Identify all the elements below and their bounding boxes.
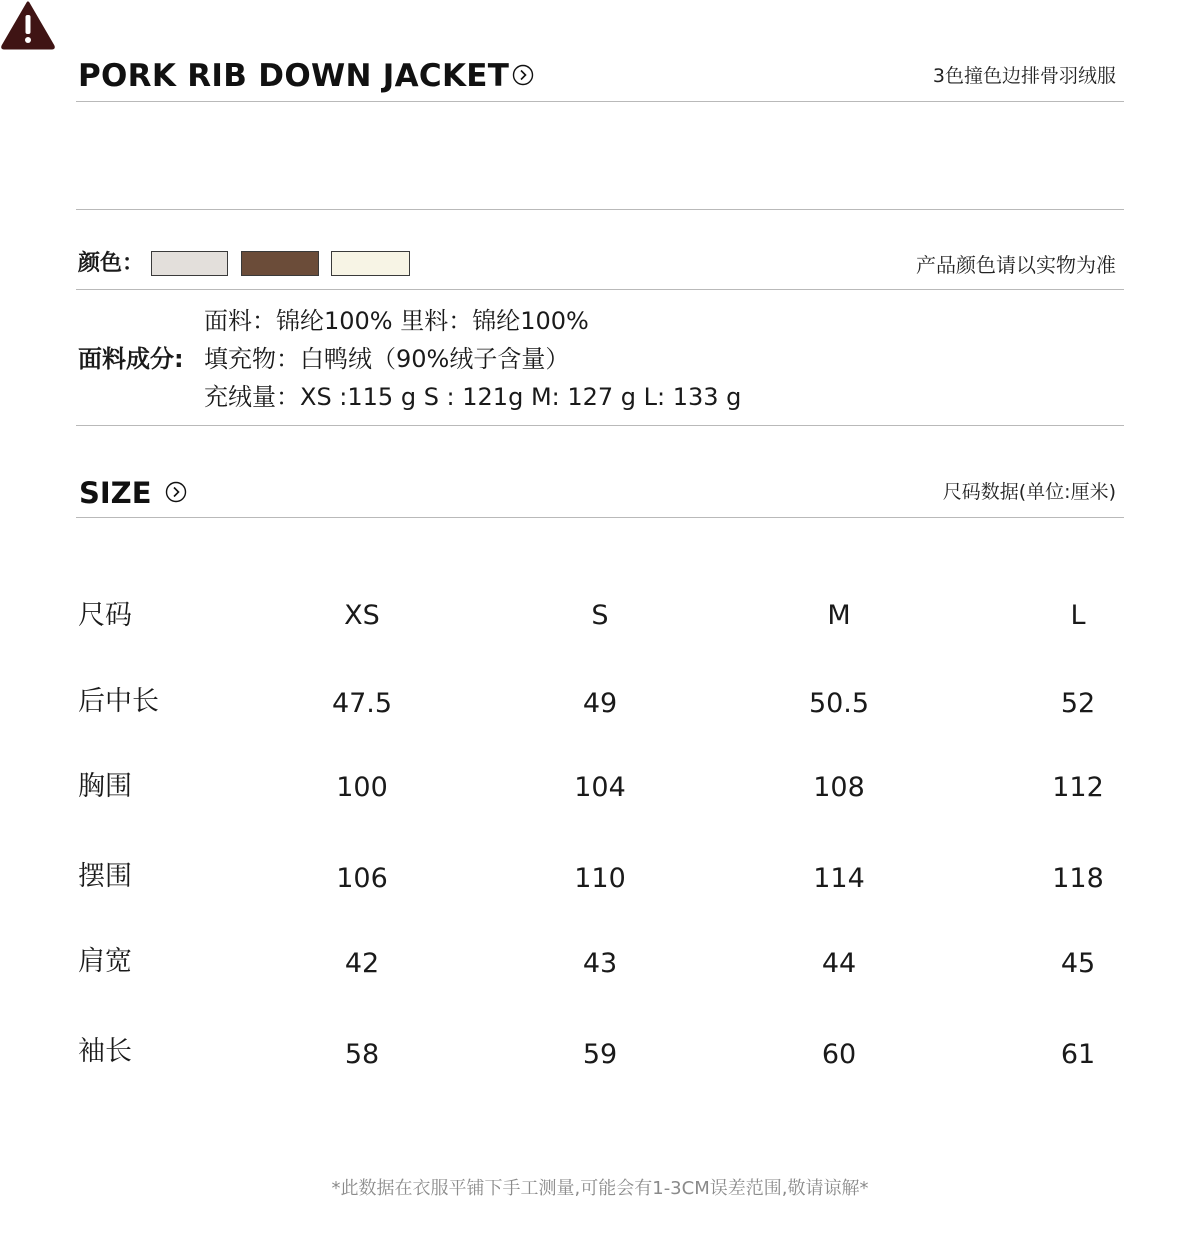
color-label: 颜色： — [78, 251, 145, 276]
table-cell: 47.5 — [331, 688, 393, 719]
size-header-l: L — [1070, 600, 1086, 631]
table-cell: 110 — [574, 863, 626, 894]
table-cell: 100 — [336, 772, 388, 803]
divider — [76, 289, 1124, 290]
product-subtitle: 3色撞色边排骨羽绒服 — [932, 65, 1116, 87]
divider — [76, 101, 1124, 102]
color-swatch-light-gray[interactable] — [151, 251, 228, 276]
row-label-sleeve: 袖长 — [78, 1036, 132, 1067]
table-cell: 42 — [344, 948, 380, 979]
table-cell: 60 — [821, 1039, 857, 1070]
table-cell: 108 — [813, 772, 865, 803]
color-swatch-cream[interactable] — [331, 251, 410, 276]
measurement-disclaimer: *此数据在衣服平铺下手工测量,可能会有1-3CM误差范围,敬请谅解* — [331, 1178, 869, 1199]
table-cell: 43 — [582, 948, 618, 979]
circle-chevron-right-icon — [165, 481, 187, 503]
table-cell: 118 — [1052, 863, 1104, 894]
size-header-m: M — [827, 600, 851, 631]
row-label-hem: 摆围 — [78, 861, 132, 892]
row-label-chest: 胸围 — [78, 771, 132, 802]
table-cell: 44 — [821, 948, 857, 979]
table-cell: 45 — [1060, 948, 1096, 979]
material-label: 面料成分: — [78, 345, 184, 373]
warning-triangle-icon — [0, 0, 56, 50]
divider — [76, 209, 1124, 210]
table-cell: 50.5 — [808, 688, 870, 719]
table-cell: 112 — [1052, 772, 1104, 803]
table-cell: 61 — [1060, 1039, 1096, 1070]
material-filling: 填充物：白鸭绒（90%绒子含量） — [204, 345, 570, 373]
divider — [76, 517, 1124, 518]
table-cell: 104 — [574, 772, 626, 803]
table-cell: 59 — [582, 1039, 618, 1070]
size-title — [79, 476, 187, 510]
size-header-label: 尺码 — [78, 600, 132, 631]
product-title — [78, 58, 534, 94]
material-fill-weight: 充绒量：XS :115 g S : 121g M: 127 g L: 133 g — [204, 383, 742, 411]
table-cell: 106 — [336, 863, 388, 894]
size-header-xs: XS — [344, 600, 380, 631]
color-note: 产品颜色请以实物为准 — [916, 253, 1116, 277]
table-cell: 49 — [582, 688, 618, 719]
product-title-text: PORK RIB DOWN JACKET — [78, 58, 510, 94]
material-fabric-lining: 面料：锦纶100% 里料：锦纶100% — [204, 307, 589, 335]
table-cell: 114 — [813, 863, 865, 894]
size-unit-note: 尺码数据(单位:厘米) — [942, 481, 1116, 503]
color-swatch-brown[interactable] — [241, 251, 319, 276]
circle-chevron-right-icon — [512, 64, 534, 86]
row-label-back-length: 后中长 — [78, 686, 159, 717]
table-cell: 58 — [344, 1039, 380, 1070]
size-header-s: S — [591, 600, 609, 631]
divider — [76, 425, 1124, 426]
size-title-text: SIZE — [79, 476, 152, 510]
table-cell: 52 — [1060, 688, 1096, 719]
row-label-shoulder: 肩宽 — [78, 946, 132, 977]
